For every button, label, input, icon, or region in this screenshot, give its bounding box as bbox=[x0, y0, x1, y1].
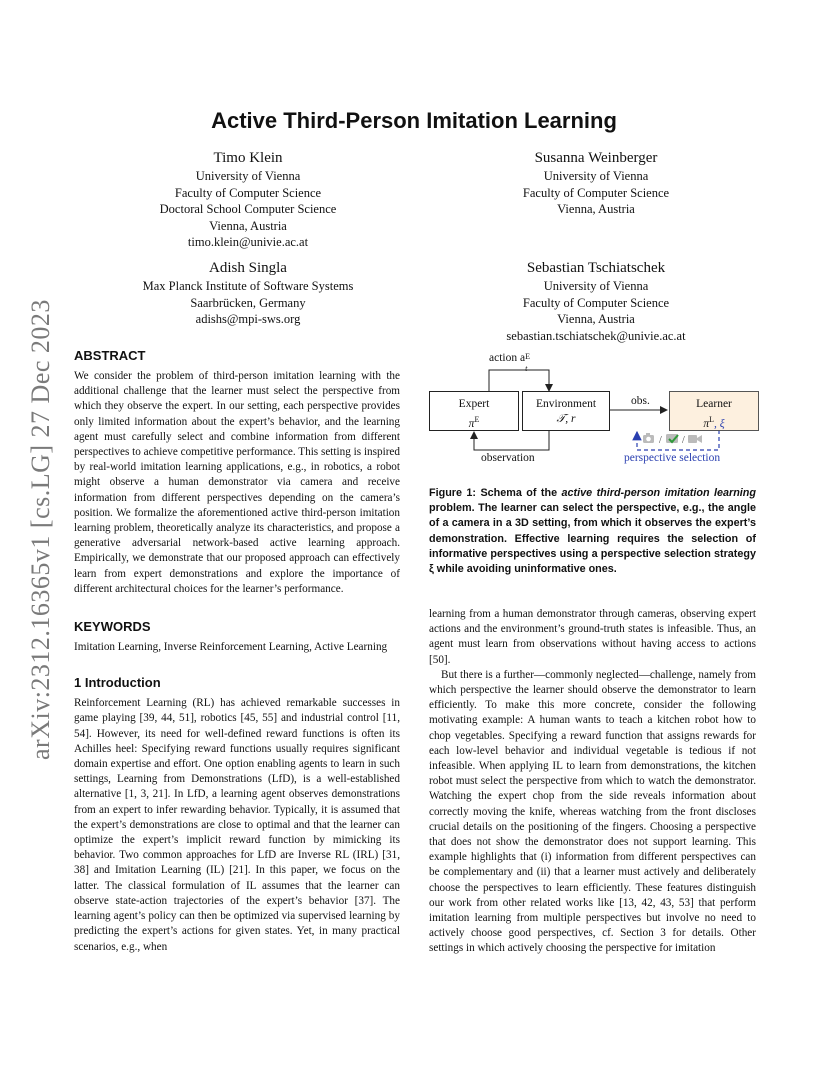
figure-1-schema bbox=[429, 348, 759, 478]
author-email: timo.klein@univie.ac.at bbox=[187, 235, 309, 249]
affiliation-line: Vienna, Austria bbox=[209, 218, 287, 233]
affiliation-line: University of Vienna bbox=[543, 279, 649, 293]
affiliation-line: University of Vienna bbox=[543, 169, 649, 183]
affiliation-line: Vienna, Austria bbox=[557, 312, 635, 326]
expert-policy: $\pi^E$ bbox=[468, 415, 480, 430]
observation-arrow bbox=[474, 430, 549, 450]
camera-icon bbox=[643, 433, 654, 443]
affiliation-line: Saarbrücken, Germany bbox=[190, 295, 306, 310]
affiliation-line: Faculty of Computer Science bbox=[522, 295, 670, 310]
action-arrow bbox=[489, 370, 549, 391]
svg-text:/: / bbox=[682, 435, 685, 446]
environment-label: Environment bbox=[535, 398, 597, 410]
author-name: Sebastian Tschiatschek bbox=[526, 260, 666, 276]
author-block-tschiatschek bbox=[466, 258, 726, 344]
svg-text:/: / bbox=[659, 435, 662, 446]
expert-label: Expert bbox=[458, 398, 490, 410]
author-name: Timo Klein bbox=[213, 150, 283, 166]
author-block-klein bbox=[128, 148, 368, 251]
camera-check-icon bbox=[666, 434, 678, 443]
learner-label: Learner bbox=[696, 398, 732, 410]
paragraph: learning from a human demonstrator through cameras, observing expert actions and the environment’s ground-truth states is infeasible. Thus, an agent must learn from observations without having access to actions [50]. bbox=[429, 608, 756, 666]
affiliation-line: Doctoral School Computer Science bbox=[159, 202, 337, 216]
perspective-selection-label: perspective selection bbox=[624, 452, 721, 464]
introduction-text: Reinforcement Learning (RL) has achieved remarkable successes in game playing [39, 44, 51], robotics [45, 55] and industrial control [11, 54]. However, its need for well-defined reward functions is often its Achilles heel: Specifying reward functions usually requires significant domain expertise and effort. One option enabling agents to learn in such settings, Learning from Demonstrations (LfD), is a well-established alternative [1, 3, 21]. In LfD, a learning agent observes demonstrations from an expert to infer rewarding behavior. Typically, it is assumed that the expert’s demonstrations are close to optimal and that the learner can optimize the expert’s implicit reward function by mimicking its behavior. Two common approaches for LfD are Inverse RL (IRL) [31, 38] and Imitation Learning (IL) [21]. In this paper, we focus on the latter. The classical formulation of IL assumes that the learner can observe state-action trajectories of the expert’s behavior [37]. The learning agent’s policy can then be optimized via supervised learning by predicting the expert’s actions for given states. Yet, in many practical scenarios, e.g., when bbox=[74, 697, 400, 953]
expert-box bbox=[429, 391, 519, 431]
left-column bbox=[74, 348, 400, 955]
introduction-heading: 1 Introduction bbox=[74, 675, 161, 691]
affiliation-line: Faculty of Computer Science bbox=[174, 185, 322, 200]
author-email: adishs@mpi-sws.org bbox=[195, 312, 301, 326]
abstract-heading: ABSTRACT bbox=[74, 348, 146, 363]
figure-1-caption: Figure 1: Schema of the active third-person imitation learning problem. The learner can select the perspective, e.g., the angle of a camera in a 3D setting, from which it observes the expert’s demonstration. Effective learning requires the selection of informative perspectives using a perspective selection strategy ξ while avoiding uninformative ones. bbox=[429, 487, 756, 576]
author-block-singla bbox=[118, 258, 378, 328]
action-label: action a E t bbox=[489, 352, 530, 373]
paragraph: But there is a further—commonly neglected—challenge, namely from which perspective the learner should observe the demonstrator to learn efficiently. To make this more concrete, consider the following motivating example: A human wants to teach a kitchen robot how to chop vegetables. Specifying a reward function that assigns rewards for each low-level behavior and individual vegetable is tedious if not infeasible. When applying IL to learn from demonstrations, the kitchen robot must select the perspective from which to watch the demonstrator. Watching the expert chop from the side reveals information about correctly moving the knife, whereas watching from the front discloses crucial details on the positioning of the fingers. Choosing a perspective that does not show the demonstrator does not support learning. This example highlights that (i) information from different perspectives can be complementary and (ii) that a learner must actively and deliberately choose the perspectives to learn efficiently. These features distinguish our work from other related works like [13, 42, 43, 53] that perform imitation learning from multiple perspectives but involve no need to actively choose good perspectives, cf. Section 3 for details. Other settings in which actively choosing the perspective for imitation bbox=[429, 668, 756, 955]
affiliation-line: Max Planck Institute of Software Systems bbox=[142, 279, 354, 293]
learner-box bbox=[669, 391, 759, 431]
author-block-weinberger bbox=[476, 148, 716, 218]
keywords-text: Imitation Learning, Inverse Reinforcement Learning, Active Learning bbox=[74, 641, 388, 654]
right-column bbox=[429, 607, 756, 957]
arxiv-identifier-stamp: arXiv:2312.16365v1 [cs.LG] 27 Dec 2023 bbox=[26, 299, 55, 760]
environment-box bbox=[522, 391, 610, 431]
observation-label: observation bbox=[481, 452, 535, 464]
paper-title: Active Third-Person Imitation Learning bbox=[211, 108, 617, 133]
affiliation-line: Faculty of Computer Science bbox=[522, 185, 670, 200]
obs-label: obs. bbox=[631, 395, 650, 407]
abstract-text: We consider the problem of third-person imitation learning with the additional challenge that the learner must select the perspective from which they observe the expert. In our setting, each perspective provides only limited information about the expert’s behavior, and the learning agent must carefully select and combine information from different perspectives to achieve competitive performance. This setting is inspired by real-world imitation learning applications, e.g., in robotics, a robot might observe a human demonstrator via camera and receive information from different perspectives depending on the camera’s position. We formalize the aforementioned active third-person imitation learning problem, theoretically analyze its characteristics, and propose a generative adversarial network-based active learning approach. Empirically, we demonstrate that our proposed approach can effectively learn from expert demonstrations and explore the importance of different architectural choices for the learner’s performance. bbox=[74, 370, 400, 595]
environment-symbol: 𝒯, r bbox=[556, 413, 576, 425]
author-name: Adish Singla bbox=[209, 260, 287, 276]
affiliation-line: Vienna, Austria bbox=[557, 202, 635, 216]
author-name: Susanna Weinberger bbox=[534, 150, 658, 166]
keywords-heading: KEYWORDS bbox=[74, 619, 151, 635]
author-email: sebastian.tschiatschek@univie.ac.at bbox=[506, 328, 686, 343]
learner-policy: $\pi^L$, ξ bbox=[703, 415, 725, 430]
affiliation-line: University of Vienna bbox=[195, 169, 301, 183]
video-camera-icon bbox=[688, 435, 702, 443]
